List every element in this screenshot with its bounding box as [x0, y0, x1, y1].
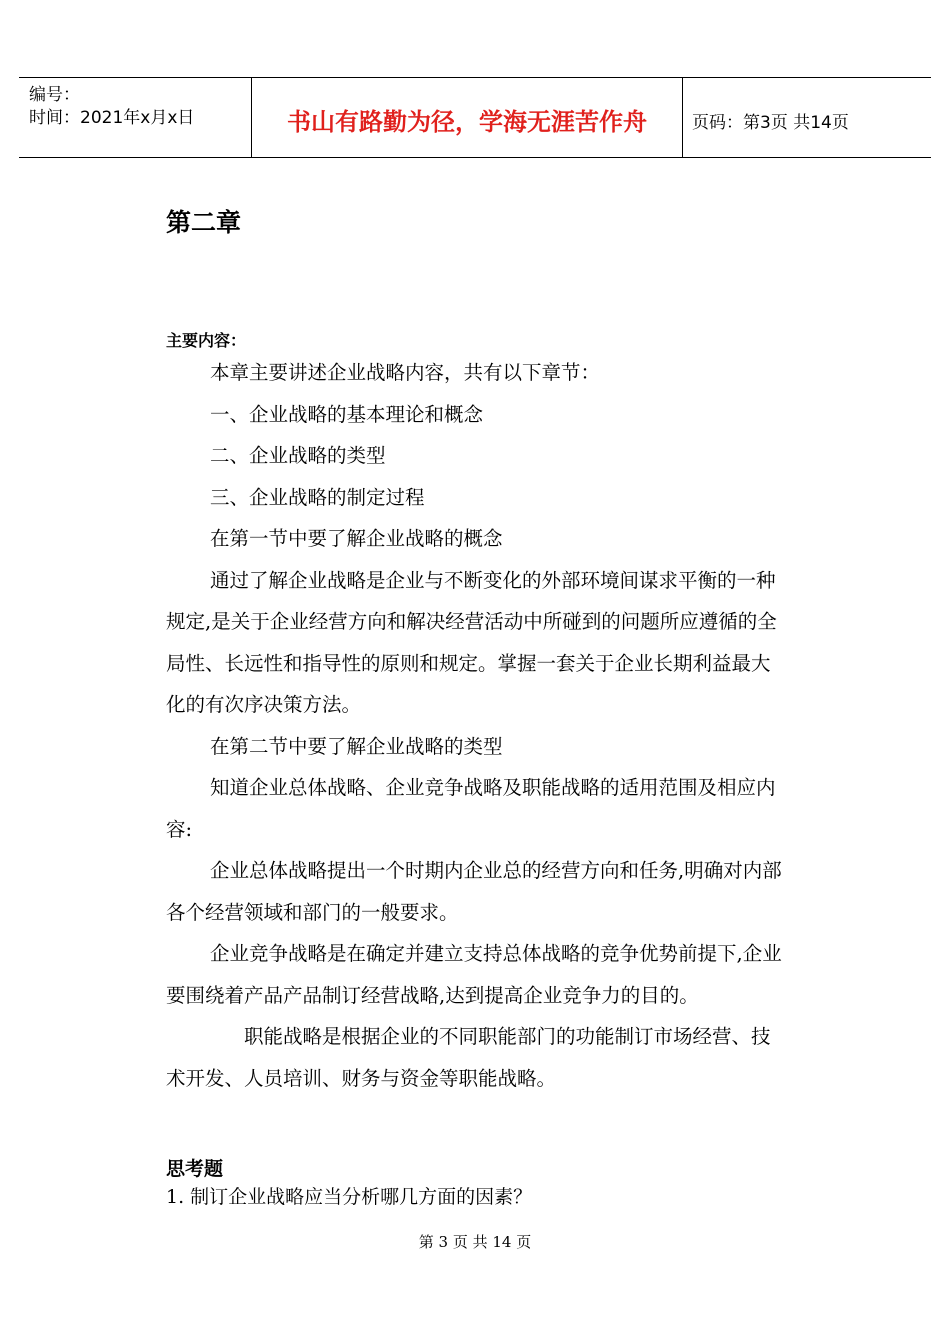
header-page-label: 页码：第3页 共14页	[692, 113, 849, 133]
paragraph: 本章主要讲述企业战略内容，共有以下章节：	[210, 361, 601, 384]
header-divider	[682, 78, 683, 157]
chapter-title: 第二章	[166, 208, 242, 237]
header-number-label: 编号：	[29, 85, 80, 105]
question-item: 1. 制订企业战略应当分析哪几方面的因素？	[166, 1186, 533, 1208]
header-motto: 书山有路勤为径，学海无涯苦作舟	[287, 108, 647, 136]
paragraph: 在第二节中要了解企业战略的类型	[210, 734, 503, 758]
questions-title: 思考题	[166, 1158, 224, 1180]
paragraph: 职能战略是根据企业的不同职能部门的功能制订市场经营、技术开发、人员培训、财务与资金等职能战略。	[166, 1025, 771, 1090]
body-text	[166, 352, 788, 1099]
header-time-label: 时间：2021年x月x日	[29, 108, 195, 128]
paragraph: 在第一节中要了解企业战略的概念	[210, 527, 503, 550]
document-header	[19, 77, 931, 158]
paragraph: 三、企业战略的制定过程	[210, 485, 425, 509]
paragraph: 企业竞争战略是在确定并建立支持总体战略的竞争优势前提下,企业要围绕着产品产品制订经营战略,达到提高企业竞争力的目的。	[166, 942, 782, 1007]
paragraph: 知道企业总体战略、企业竞争战略及职能战略的适用范围及相应内容:	[166, 776, 776, 841]
page-footer: 第 3 页 共 14 页	[418, 1233, 532, 1251]
header-info	[29, 84, 194, 130]
paragraph: 通过了解企业战略是企业与不断变化的外部环境间谋求平衡的一种规定,是关于企业经营方向和解决经营活动中所碰到的问题所应遵循的全局性、长远性和指导性的原则和规定。掌握一套关于企业长期利益最大化的有次序决策方法。	[166, 568, 777, 716]
paragraph: 二、企业战略的类型	[210, 444, 386, 467]
paragraph: 企业总体战略提出一个时期内企业总的经营方向和任务,明确对内部各个经营领域和部门的一般要求。	[166, 859, 782, 924]
main-content-label: 主要内容：	[166, 331, 247, 350]
paragraph: 一、企业战略的基本理论和概念	[210, 402, 484, 426]
